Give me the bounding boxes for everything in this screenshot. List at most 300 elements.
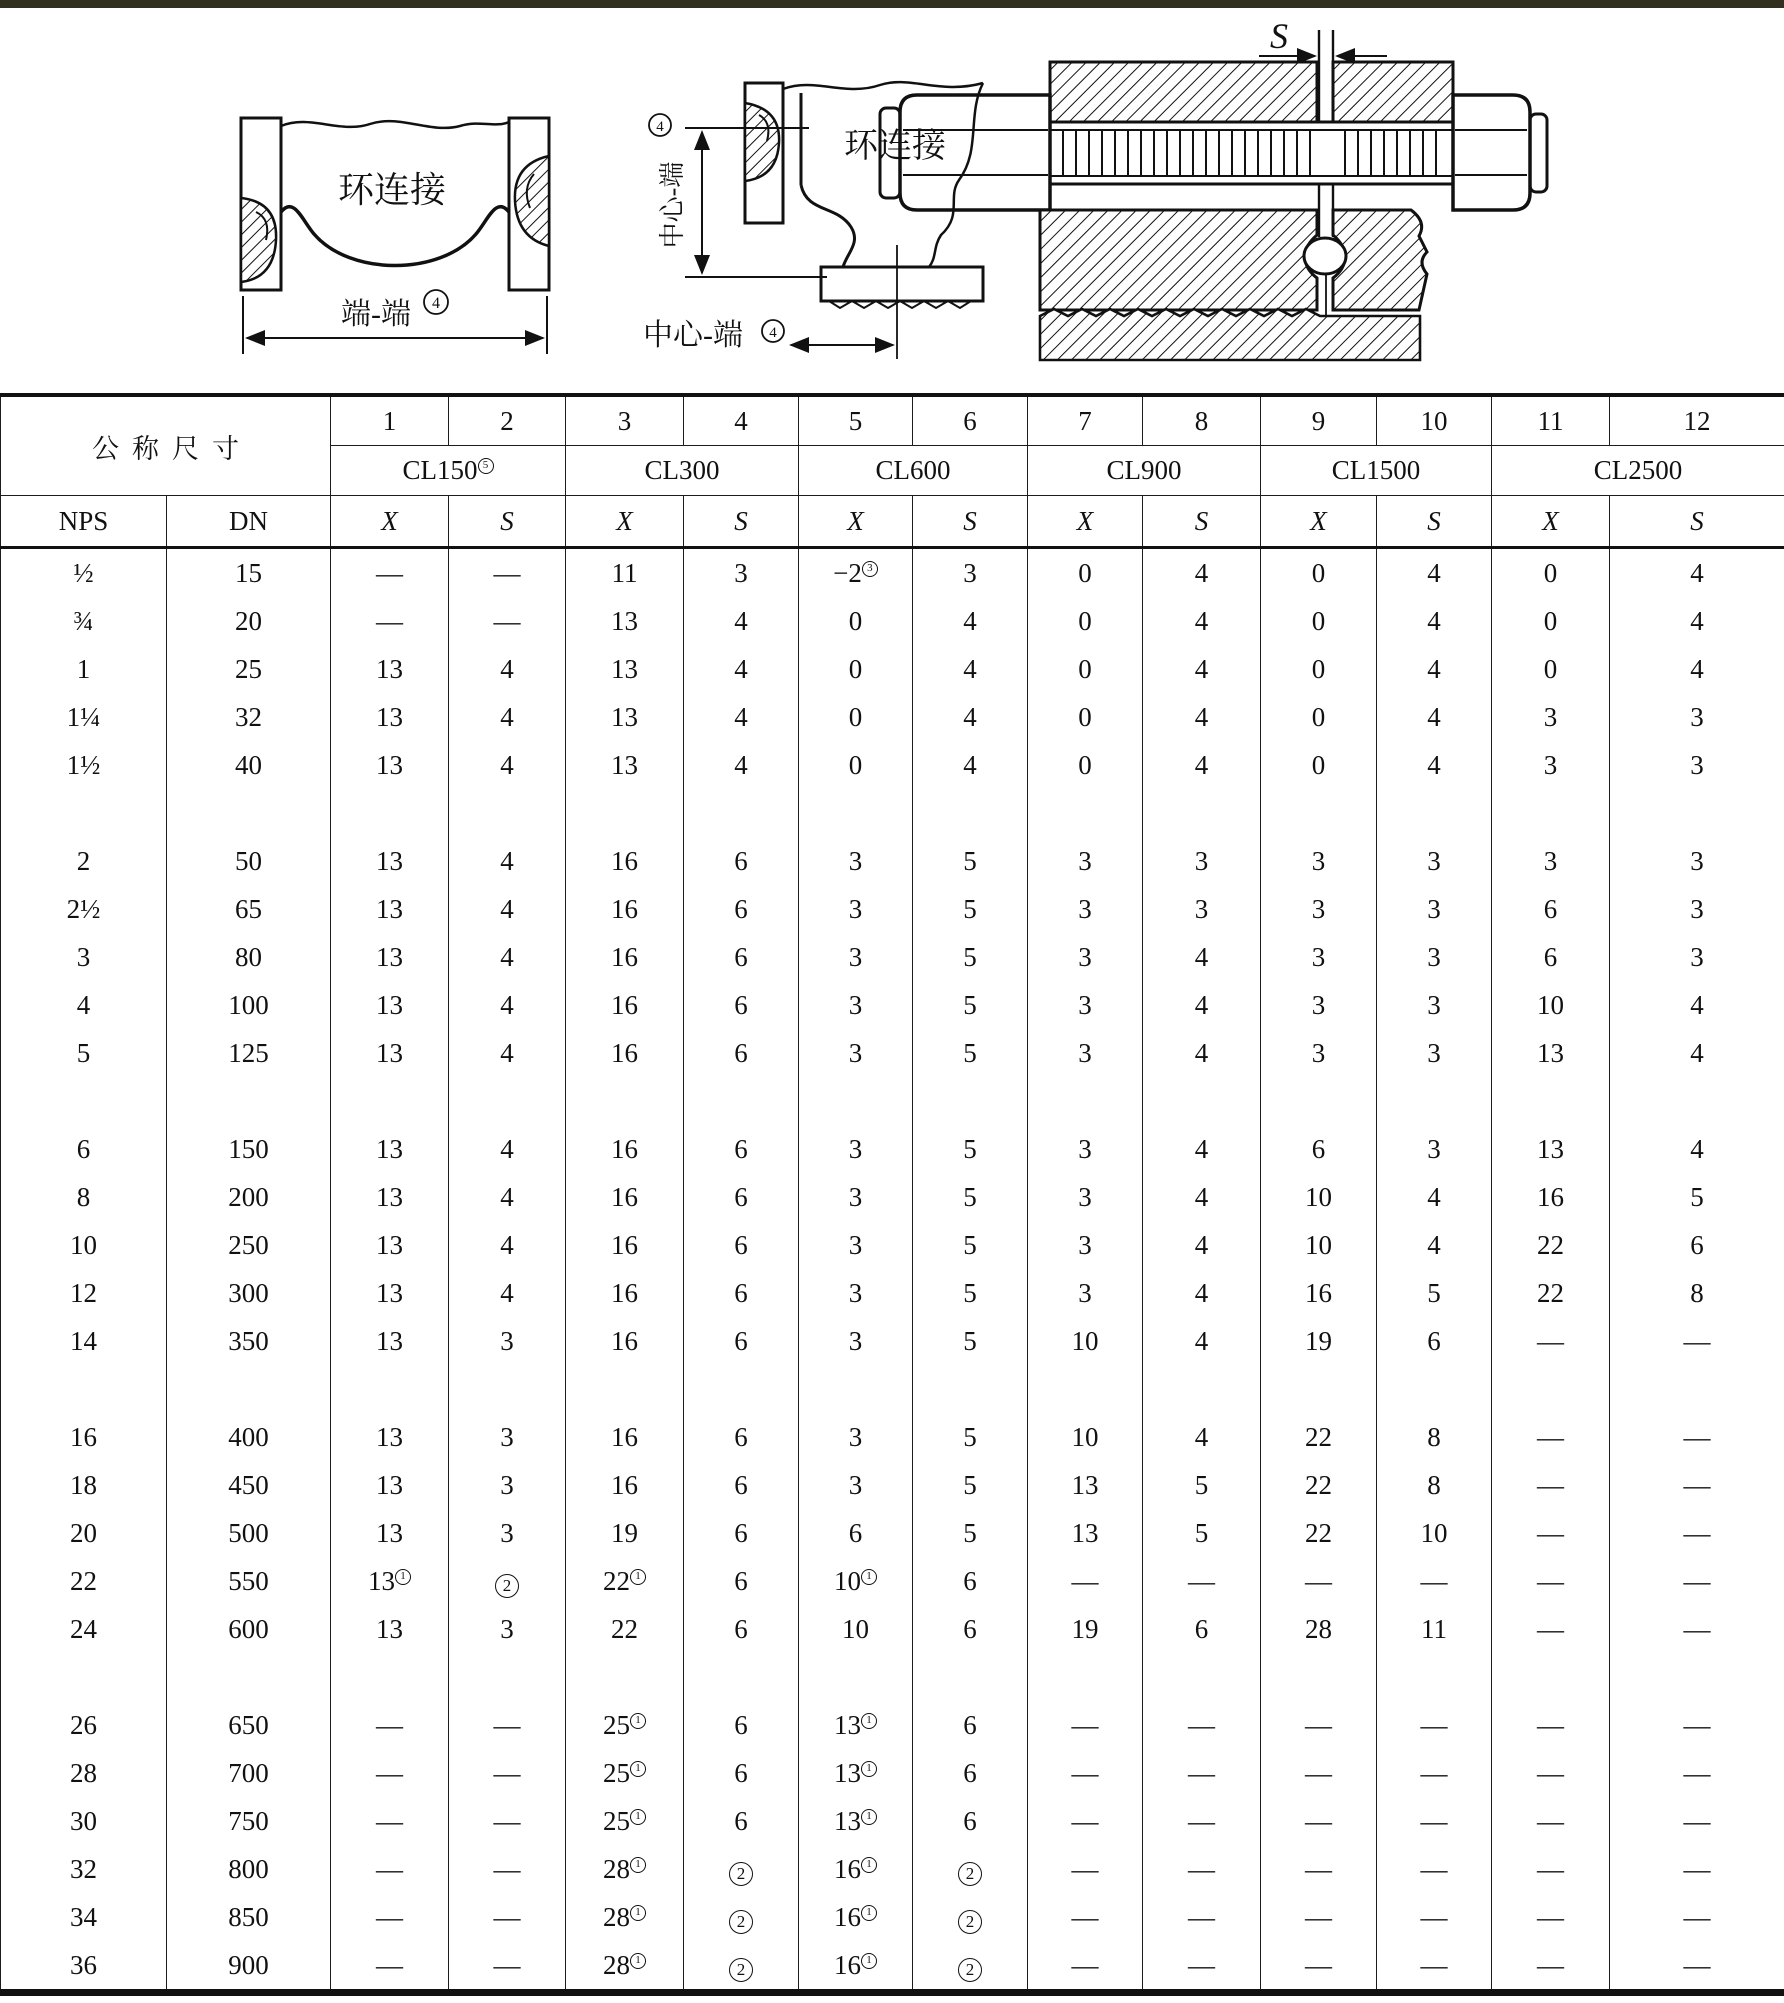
bolt-shank [1050, 122, 1453, 184]
data-cell: 28 $^1$ [566, 1941, 684, 1993]
data-cell: 3 [1028, 1125, 1143, 1173]
data-cell: 3 [1377, 933, 1492, 981]
spacer-cell [566, 1077, 684, 1125]
data-cell: 6 [913, 1701, 1028, 1749]
nps-cell: 10 [1, 1221, 167, 1269]
data-cell: 5 [913, 1413, 1028, 1461]
spacer-cell [167, 789, 331, 837]
spacer-cell [331, 1365, 449, 1413]
data-cell: 13 [331, 837, 449, 885]
data-cell: 6 [1143, 1605, 1261, 1653]
data-cell [913, 1845, 1028, 1893]
data-cell: 0 [799, 741, 913, 789]
dn-cell: 40 [167, 741, 331, 789]
table-row [1, 597, 1784, 645]
data-cell: — [331, 548, 449, 598]
data-cell: 3 [1492, 693, 1610, 741]
xs-header: S [449, 496, 566, 548]
data-cell: 4 [1610, 645, 1784, 693]
data-cell: 3 [1377, 837, 1492, 885]
nps-cell: ¾ [1, 597, 167, 645]
spacer-cell [1377, 1653, 1492, 1701]
data-cell: — [1261, 1749, 1377, 1797]
xs-header: S [1143, 496, 1261, 548]
data-cell: 13 [331, 1029, 449, 1077]
data-cell: 6 [1492, 885, 1610, 933]
spacer-cell [449, 789, 566, 837]
data-cell: 5 [1143, 1461, 1261, 1509]
data-cell: 4 [1377, 741, 1492, 789]
data-cell: 22 [1492, 1269, 1610, 1317]
col-number: 5 [799, 395, 913, 446]
vertical-dim-label: 中心-端 [658, 161, 687, 249]
pressure-class-label: CL900 [1028, 446, 1261, 496]
note-sup [395, 1560, 411, 1585]
nps-cell: 34 [1, 1893, 167, 1941]
data-cell: — [1028, 1749, 1143, 1797]
table-row [1, 693, 1784, 741]
data-cell: 16 [566, 981, 684, 1029]
circled-note: 2 [729, 1862, 753, 1886]
data-cell: 4 [1377, 645, 1492, 693]
spacer-cell [331, 789, 449, 837]
circled-note: 1 [630, 1953, 646, 1969]
xs-header-row [1, 496, 1784, 548]
data-cell: 4 [449, 981, 566, 1029]
spacer-cell [1492, 1365, 1610, 1413]
table-row [1, 981, 1784, 1029]
data-cell: 3 [913, 548, 1028, 598]
data-cell: — [1610, 1413, 1784, 1461]
data-cell: 3 [799, 1221, 913, 1269]
data-cell: 3 [1028, 1029, 1143, 1077]
note-sup [630, 1848, 646, 1873]
data-cell: 13 [331, 885, 449, 933]
table-row [1, 837, 1784, 885]
nps-cell: 1½ [1, 741, 167, 789]
spacer-row [1, 789, 1784, 837]
dn-cell: 850 [167, 1893, 331, 1941]
data-cell: 16 [566, 1125, 684, 1173]
data-cell: 6 [913, 1605, 1028, 1653]
dn-cell: 200 [167, 1173, 331, 1221]
pressure-class-label: CL600 [799, 446, 1028, 496]
data-cell: — [1377, 1893, 1492, 1941]
spacer-cell [331, 1653, 449, 1701]
nps-cell: 30 [1, 1797, 167, 1845]
note-sup [861, 1896, 877, 1921]
data-cell: 5 [1377, 1269, 1492, 1317]
xs-header: S [684, 496, 799, 548]
data-cell: 4 [1610, 597, 1784, 645]
spacer-cell [167, 1077, 331, 1125]
data-cell: 4 [1143, 1221, 1261, 1269]
base-slab [1040, 309, 1420, 360]
data-cell: 22 [566, 1605, 684, 1653]
hex-nut-right [1453, 95, 1530, 210]
gap-dim-label: S [1270, 16, 1288, 56]
spacer-row [1, 1653, 1784, 1701]
data-cell: — [1261, 1797, 1377, 1845]
data-cell: 4 [1610, 1029, 1784, 1077]
data-cell: 16 [566, 885, 684, 933]
nps-cell: 12 [1, 1269, 167, 1317]
data-cell: 5 [913, 933, 1028, 981]
spacer-cell [1261, 789, 1377, 837]
table-row [1, 1413, 1784, 1461]
dn-cell: 50 [167, 837, 331, 885]
data-cell: 4 [684, 597, 799, 645]
data-cell: 4 [1143, 597, 1261, 645]
data-cell: 10 [799, 1605, 913, 1653]
data-cell: — [1377, 1797, 1492, 1845]
data-cell: 10 [1261, 1221, 1377, 1269]
nps-cell: 36 [1, 1941, 167, 1993]
spacer-cell [566, 789, 684, 837]
data-cell: 6 [684, 1701, 799, 1749]
data-cell: 22 [1261, 1413, 1377, 1461]
circled-note: 1 [630, 1761, 646, 1777]
circled-note: 1 [861, 1569, 877, 1585]
dn-cell: 80 [167, 933, 331, 981]
data-cell: — [331, 1797, 449, 1845]
data-cell: — [449, 1749, 566, 1797]
data-cell: 4 [1143, 981, 1261, 1029]
data-cell: — [1261, 1893, 1377, 1941]
note-sup [861, 1800, 877, 1825]
data-cell: 3 [799, 1029, 913, 1077]
dn-cell: 15 [167, 548, 331, 598]
data-cell: — [1377, 1557, 1492, 1605]
data-cell: 4 [1143, 1173, 1261, 1221]
dn-cell: 150 [167, 1125, 331, 1173]
data-cell: 4 [449, 933, 566, 981]
data-cell: — [1610, 1941, 1784, 1993]
left-diagram-label: 环连接 [337, 170, 447, 210]
data-cell [449, 1557, 566, 1605]
dn-cell: 800 [167, 1845, 331, 1893]
data-cell: −2 $^3$ [799, 548, 913, 598]
data-cell: 13 [331, 1317, 449, 1365]
note-sup [861, 1848, 877, 1873]
data-cell: 6 [913, 1749, 1028, 1797]
data-cell: — [1261, 1845, 1377, 1893]
xs-header: X [331, 496, 449, 548]
dn-cell: 600 [167, 1605, 331, 1653]
dn-cell: 65 [167, 885, 331, 933]
table-row [1, 1125, 1784, 1173]
nps-cell: 3 [1, 933, 167, 981]
data-cell: 0 [1028, 741, 1143, 789]
data-cell: 4 [1143, 693, 1261, 741]
lower-flange-left [1040, 210, 1317, 310]
spacer-cell [1261, 1653, 1377, 1701]
data-cell: 4 [1610, 981, 1784, 1029]
table-row [1, 1797, 1784, 1845]
data-cell: — [1492, 1845, 1610, 1893]
data-cell: 16 [566, 1029, 684, 1077]
circled-note: 1 [630, 1857, 646, 1873]
xs-header: S [1377, 496, 1492, 548]
dn-cell: 125 [167, 1029, 331, 1077]
spacer-cell [1377, 1365, 1492, 1413]
hex-nut-left [900, 95, 1050, 210]
data-cell: — [1028, 1845, 1143, 1893]
data-cell: 13 [331, 1413, 449, 1461]
data-cell: 6 [1261, 1125, 1377, 1173]
data-cell: 10 [1261, 1173, 1377, 1221]
note-sup [862, 552, 878, 577]
col-number: 3 [566, 395, 684, 446]
data-cell: — [1610, 1509, 1784, 1557]
data-cell: 3 [449, 1413, 566, 1461]
col-number: 2 [449, 395, 566, 446]
nps-cell: 6 [1, 1125, 167, 1173]
spacer-cell [1028, 1077, 1143, 1125]
data-cell: 5 [913, 1269, 1028, 1317]
data-cell: 3 [799, 1413, 913, 1461]
nps-cell: 22 [1, 1557, 167, 1605]
table-row [1, 1269, 1784, 1317]
spacer-cell [799, 1653, 913, 1701]
circled-note: 2 [958, 1862, 982, 1886]
circled-note: 1 [630, 1905, 646, 1921]
nps-cell: 24 [1, 1605, 167, 1653]
data-cell: 3 [1028, 837, 1143, 885]
dn-cell: 900 [167, 1941, 331, 1993]
data-cell: 19 [566, 1509, 684, 1557]
data-cell: — [331, 1893, 449, 1941]
spacer-cell [449, 1077, 566, 1125]
data-cell: 10 $^1$ [799, 1557, 913, 1605]
circled-note: 1 [861, 1905, 877, 1921]
data-cell: — [1610, 1557, 1784, 1605]
data-cell: 28 [1261, 1605, 1377, 1653]
data-cell: 3 [449, 1605, 566, 1653]
data-cell: 3 [449, 1461, 566, 1509]
data-cell: — [1143, 1893, 1261, 1941]
spacer-cell [913, 789, 1028, 837]
data-cell: 3 [1028, 1269, 1143, 1317]
dn-cell: 300 [167, 1269, 331, 1317]
table-row [1, 1557, 1784, 1605]
data-cell: 0 [1028, 645, 1143, 693]
col-number: 8 [1143, 395, 1261, 446]
table-row [1, 1461, 1784, 1509]
col-number: 10 [1377, 395, 1492, 446]
data-cell: — [1377, 1701, 1492, 1749]
data-cell: 5 [913, 885, 1028, 933]
spacer-cell [799, 1365, 913, 1413]
data-cell: 6 [1610, 1221, 1784, 1269]
data-cell: 13 [331, 645, 449, 693]
data-cell: — [1143, 1701, 1261, 1749]
data-cell: 3 [799, 981, 913, 1029]
spacer-cell [1377, 1077, 1492, 1125]
table-row [1, 741, 1784, 789]
data-cell: 6 [684, 933, 799, 981]
data-cell: 3 [799, 1461, 913, 1509]
col-number: 12 [1610, 395, 1784, 446]
spacer-cell [1028, 1365, 1143, 1413]
circled-note: 1 [630, 1809, 646, 1825]
data-cell: 6 [684, 1461, 799, 1509]
note-sup [861, 1704, 877, 1729]
data-cell: 13 [331, 741, 449, 789]
data-cell: 16 $^1$ [799, 1941, 913, 1993]
data-cell: — [1492, 1605, 1610, 1653]
table-row [1, 1749, 1784, 1797]
data-cell: 4 [913, 645, 1028, 693]
data-cell: — [1492, 1317, 1610, 1365]
spacer-cell [1492, 1077, 1610, 1125]
nps-cell: 20 [1, 1509, 167, 1557]
nps-cell: 28 [1, 1749, 167, 1797]
data-cell: 6 [913, 1557, 1028, 1605]
data-cell [913, 1893, 1028, 1941]
table-row [1, 1509, 1784, 1557]
data-cell: 5 [913, 837, 1028, 885]
data-cell: 16 [1492, 1173, 1610, 1221]
upper-flange-left [1050, 62, 1317, 122]
data-cell: 28 $^1$ [566, 1893, 684, 1941]
data-cell: 3 [799, 1173, 913, 1221]
spacer-cell [1143, 1365, 1261, 1413]
data-cell: — [331, 1845, 449, 1893]
data-cell: 3 [799, 1125, 913, 1173]
data-cell: 25 $^1$ [566, 1749, 684, 1797]
data-cell: 6 [1492, 933, 1610, 981]
nps-cell: 2 [1, 837, 167, 885]
data-cell: 3 [1143, 885, 1261, 933]
data-cell: 0 [799, 693, 913, 741]
data-cell: 13 [331, 933, 449, 981]
dn-cell: 100 [167, 981, 331, 1029]
data-cell: 4 [449, 885, 566, 933]
data-cell: — [449, 1797, 566, 1845]
spacer-cell [566, 1653, 684, 1701]
note-sup [630, 1944, 646, 1969]
circled-note: 3 [862, 561, 878, 577]
data-cell: 16 [566, 933, 684, 981]
data-cell: 3 [1028, 885, 1143, 933]
data-cell: — [449, 1893, 566, 1941]
data-cell: 13 [566, 645, 684, 693]
data-cell: 25 $^1$ [566, 1797, 684, 1845]
data-cell: 0 [1028, 548, 1143, 598]
note-sup [861, 1752, 877, 1777]
nps-cell: ½ [1, 548, 167, 598]
data-cell: 16 [566, 1461, 684, 1509]
note-4-digit: 4 [769, 325, 777, 341]
data-cell: 4 [1377, 1221, 1492, 1269]
data-cell: 6 [684, 885, 799, 933]
circled-note: 1 [861, 1761, 877, 1777]
table-row [1, 1893, 1784, 1941]
middle-diagram-label: 环连接 [844, 128, 946, 165]
circled-note: 2 [958, 1910, 982, 1934]
data-cell: 8 [1610, 1269, 1784, 1317]
table-row [1, 1605, 1784, 1653]
table-row [1, 1845, 1784, 1893]
col-number: 6 [913, 395, 1028, 446]
data-cell: — [1028, 1557, 1143, 1605]
data-cell: 10 [1028, 1317, 1143, 1365]
data-cell: 4 [1143, 1269, 1261, 1317]
data-cell: 3 [1143, 837, 1261, 885]
xs-header: X [1028, 496, 1143, 548]
data-cell: — [1492, 1413, 1610, 1461]
data-cell: 4 [449, 645, 566, 693]
data-cell: 3 [1261, 933, 1377, 981]
data-cell: 3 [1028, 981, 1143, 1029]
diagram-bolted-joint [855, 10, 1555, 380]
data-cell: 13 $^1$ [331, 1557, 449, 1605]
data-cell: 22 [1261, 1461, 1377, 1509]
data-cell: — [449, 548, 566, 598]
table-row [1, 548, 1784, 598]
data-cell: 13 $^1$ [799, 1701, 913, 1749]
data-cell: — [1610, 1461, 1784, 1509]
data-cell: 4 [1143, 1413, 1261, 1461]
data-cell: 13 [331, 1221, 449, 1269]
data-cell: 16 [566, 1413, 684, 1461]
data-cell: 6 [684, 1029, 799, 1077]
bolt-end-right [1530, 114, 1547, 192]
data-cell: 4 [1143, 933, 1261, 981]
xs-header: X [799, 496, 913, 548]
data-cell: 0 [1261, 741, 1377, 789]
dn-cell: 25 [167, 645, 331, 693]
spacer-cell [331, 1077, 449, 1125]
data-cell: 5 [1143, 1509, 1261, 1557]
pressure-class-label: CL150 $^5$ [331, 446, 566, 496]
spacer-cell [799, 1077, 913, 1125]
spacer-cell [449, 1653, 566, 1701]
top-edge-bar [0, 0, 1784, 8]
spacer-cell [1, 789, 167, 837]
spacer-cell [1261, 1365, 1377, 1413]
xs-header: X [566, 496, 684, 548]
data-cell: 6 [1377, 1317, 1492, 1365]
data-cell: 16 [566, 1221, 684, 1269]
data-cell: — [1377, 1845, 1492, 1893]
data-cell: 0 [1028, 597, 1143, 645]
data-cell: 13 [1492, 1029, 1610, 1077]
data-cell: 4 [684, 645, 799, 693]
data-cell: — [1261, 1701, 1377, 1749]
data-cell: 11 [1377, 1605, 1492, 1653]
data-cell: 0 [1261, 548, 1377, 598]
spacer-row [1, 1077, 1784, 1125]
data-cell: 13 [331, 1125, 449, 1173]
data-cell: — [1492, 1509, 1610, 1557]
data-cell: 0 [799, 645, 913, 693]
data-cell: — [1143, 1749, 1261, 1797]
data-cell: 13 [331, 1605, 449, 1653]
note-4-digit: 4 [656, 119, 664, 135]
data-cell: 5 [913, 1509, 1028, 1557]
data-cell: 13 [331, 1269, 449, 1317]
data-cell: 13 [331, 1461, 449, 1509]
data-cell: 5 [913, 1461, 1028, 1509]
data-cell: 3 [1028, 1221, 1143, 1269]
data-cell: 22 [1492, 1221, 1610, 1269]
data-cell: — [1610, 1797, 1784, 1845]
data-cell: 4 [449, 1221, 566, 1269]
data-cell: 4 [1143, 1029, 1261, 1077]
data-cell: — [1028, 1941, 1143, 1993]
